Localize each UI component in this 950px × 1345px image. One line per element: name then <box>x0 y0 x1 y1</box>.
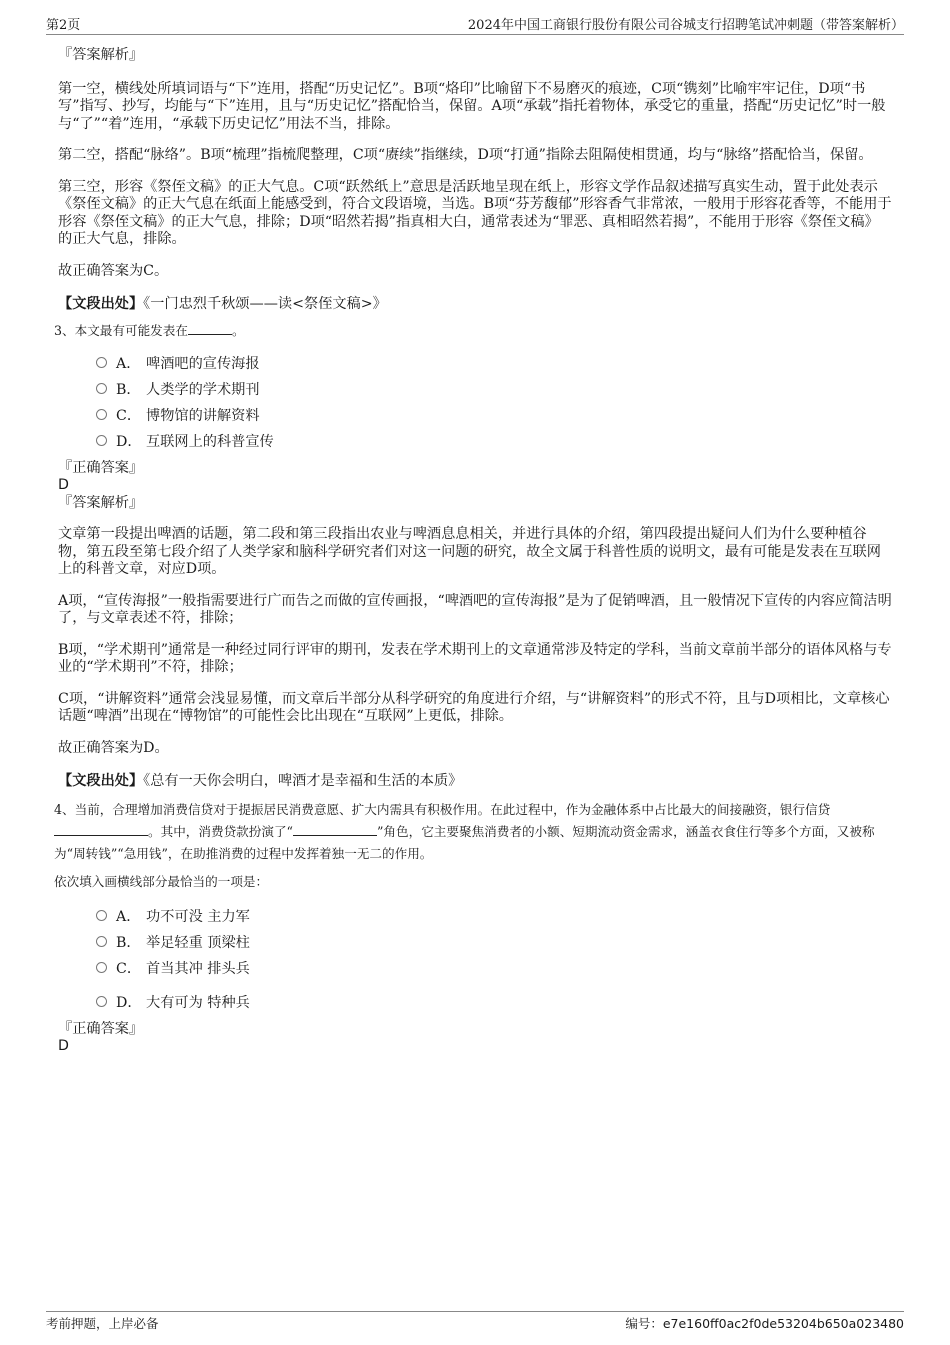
q3-conclusion: 故正确答案为D。 <box>58 739 169 756</box>
q4-correct-answer: D <box>58 1038 69 1054</box>
q4-options <box>96 903 892 1015</box>
page-footer <box>46 1311 904 1334</box>
radio-icon[interactable] <box>96 962 107 973</box>
q3-option-d[interactable]: D． 互联网上的科普宣传 <box>96 428 892 454</box>
q3-analysis-label: 『答案解析』 <box>58 494 144 511</box>
q4-blank-1 <box>54 823 148 836</box>
q3-source <box>58 773 892 791</box>
q3-option-b[interactable]: B． 人类学的学术期刊 <box>96 376 892 402</box>
radio-icon[interactable] <box>96 357 107 368</box>
q2-conclusion: 故正确答案为C。 <box>58 262 169 279</box>
q4-correct-label: 『正确答案』 <box>58 1020 144 1037</box>
q2-source-label: 【文段出处】 <box>58 296 144 312</box>
q4-instruction: 依次填入画横线部分最恰当的一项是： <box>54 873 269 889</box>
radio-icon[interactable] <box>96 910 107 921</box>
document-content <box>54 47 892 1056</box>
q4-option-d[interactable]: D． 大有可为 特种兵 <box>96 989 892 1015</box>
q2-analysis-para-1: 第一空，横线处所填词语与“下”连用，搭配“历史记忆”。B项“烙印”比喻留下不易磨灭的痕迹，C项“镌刻”比喻牢牢记住，D项“书写”指写、抄写，均能与“下”连用，且与“历史记忆”搭配恰当，保留。A项“承载”指托着物体，承受它的重量，搭配“历史记忆”时一般与“了”“着”连用，“承载下历史记忆”用法不当，排除。 <box>58 80 886 132</box>
q3-correct-answer: D <box>58 477 69 493</box>
document-code: 编号：e7e160ff0ac2f0de53204b650a023480 <box>625 1316 904 1331</box>
q3-analysis-para-b: B项，“学术期刊”通常是一种经过同行评审的期刊，发表在学术期刊上的文章通常涉及特定的学科，当前文章前半部分的语体风格与专业的“学术期刊”不符，排除； <box>58 641 892 675</box>
q3-option-c[interactable]: C． 博物馆的讲解资料 <box>96 402 892 428</box>
q4-stem: 4、当前，合理增加消费信贷对于提振居民消费意愿、扩大内需具有积极作用。在此过程中，作为金融体系中占比最大的间接融资，银行信贷。其中，消费贷款扮演了“ ”角色，它主要聚焦消费者的小额、短期流动资金需求，涵盖衣食住行等多个方面，又被称为“周转钱”“急用钱”，在助推消费的过程中发挥着独一无二的作用。 <box>54 801 875 861</box>
q2-analysis-label: 『答案解析』 <box>58 47 144 63</box>
q3-analysis-para-c: C项，“讲解资料”通常会浅显易懂，而文章后半部分从科学研究的角度进行介绍，与“讲解资料”的形式不符，且与D项相比，文章核心话题“啤酒”出现在“博物馆”的可能性会比出现在“互联网”上更低，排除。 <box>58 690 890 724</box>
footer-slogan: 考前押题，上岸必备 <box>46 1316 159 1331</box>
q4-option-c[interactable]: C． 首当其冲 排头兵 <box>96 955 892 981</box>
q3-correct-label: 『正确答案』 <box>58 459 144 476</box>
radio-icon[interactable] <box>96 936 107 947</box>
q3-source-text: 《总有一天你会明白，啤酒才是幸福和生活的本质》 <box>143 773 463 789</box>
radio-icon[interactable] <box>96 383 107 394</box>
q4-blank-2 <box>293 823 377 836</box>
q3-analysis-para-a: A项，“宣传海报”一般指需要进行广而告之而做的宣传画报，“啤酒吧的宣传海报”是为了促销啤酒，且一般情况下宣传的内容应简洁明了，与文章表述不符，排除； <box>58 592 892 626</box>
q3-blank <box>188 322 232 335</box>
radio-icon[interactable] <box>96 409 107 420</box>
q3-analysis-para-1: 文章第一段提出啤酒的话题，第二段和第三段指出农业与啤酒息息相关，并进行具体的介绍，第四段提出疑问人们为什么要种植谷物，第五段至第七段介绍了人类学家和脑科学研究者们对这一问题的研究，故全文属于科普性质的说明文，最有可能是发表在互联网上的科普文章，对应D项。 <box>58 526 881 577</box>
q2-analysis-para-3: 第三空，形容《祭侄文稿》的正大气息。C项“跃然纸上”意思是活跃地呈现在纸上，形容文学作品叙述描写真实生动，置于此处表示《祭侄文稿》的正大气息在纸面上能感受到，符合文段语境，当选。B项“芬芳馥郁”形容香气非常浓，一般用于形容花香等，不能用于形容《祭侄文稿》的正大气息，排除；D项“昭然若揭”指真相大白，通常表述为“罪恶、真相昭然若揭”，不能用于形容《祭侄文稿》的正大气息，排除。 <box>58 178 892 247</box>
q3-options <box>96 350 892 454</box>
radio-icon[interactable] <box>96 435 107 446</box>
page-number: 第2页 <box>46 17 81 33</box>
page-header <box>46 12 904 35</box>
q4-option-a[interactable]: A． 功不可没 主力军 <box>96 903 892 929</box>
q3-stem: 3、本文最有可能发表在 。 <box>54 322 245 338</box>
document-title: 2024年中国工商银行股份有限公司谷城支行招聘笔试冲刺题（带答案解析） <box>467 17 904 33</box>
q2-analysis-para-2: 第二空，搭配“脉络”。B项“梳理”指梳爬整理，C项“赓续”指继续，D项“打通”指除去阻隔使相贯通，均与“脉络”搭配恰当，保留。 <box>58 147 873 163</box>
q3-option-a[interactable]: A． 啤酒吧的宣传海报 <box>96 350 892 376</box>
q2-source <box>58 296 892 314</box>
q2-source-text: 《一门忠烈千秋颂——读<祭侄文稿>》 <box>143 296 387 312</box>
q3-source-label: 【文段出处】 <box>58 773 144 789</box>
radio-icon[interactable] <box>96 996 107 1007</box>
q4-option-b[interactable]: B． 举足轻重 顶梁柱 <box>96 929 892 955</box>
